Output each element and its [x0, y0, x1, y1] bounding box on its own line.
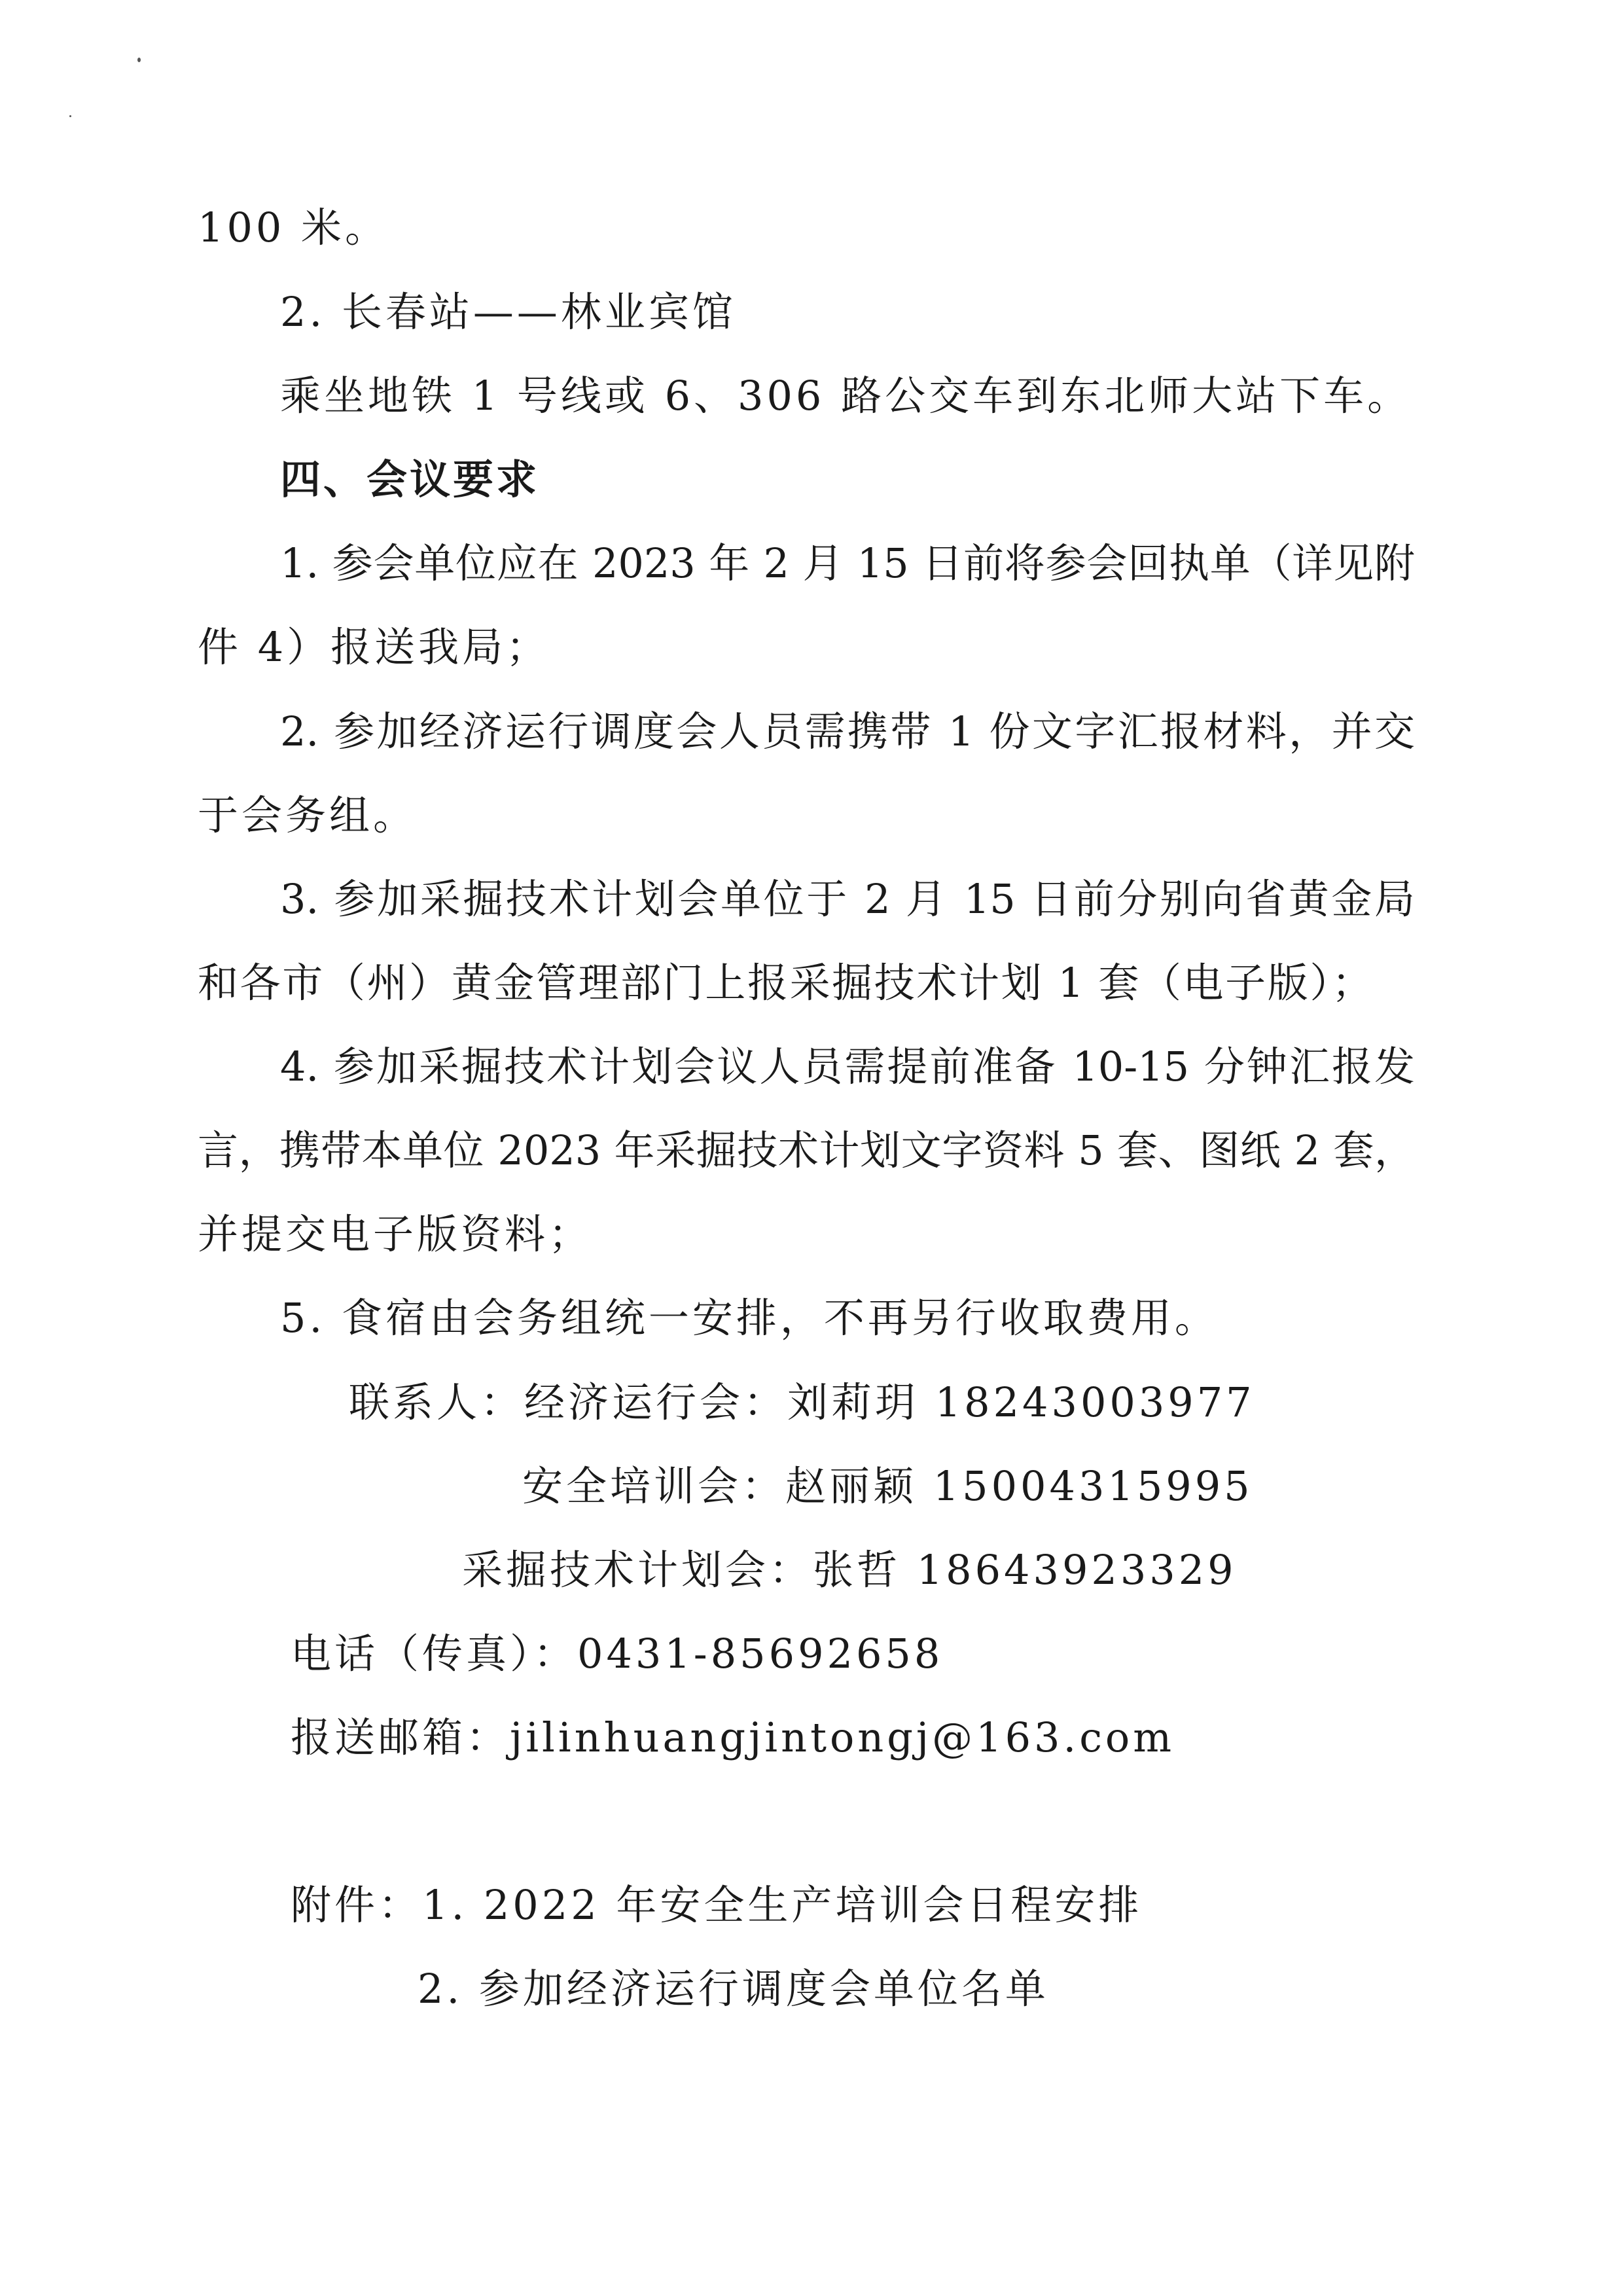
requirement-4-line-1: 4. 参加采掘技术计划会议人员需提前准备 10-15 分钟汇报发 — [280, 1043, 1415, 1090]
contact-economic: 联系人：经济运行会：刘莉玥 18243003977 — [349, 1378, 1255, 1426]
requirement-1-line-1: 1. 参会单位应在 2023 年 2 月 15 日前将参会回执单（详见附 — [280, 539, 1415, 587]
requirement-5-line-1: 5. 食宿由会务组统一安排，不再另行收取费用。 — [280, 1294, 1219, 1342]
contact-safety: 安全培训会：赵丽颖 15004315995 — [522, 1462, 1253, 1510]
requirement-4-line-2: 言，携带本单位 2023 年采掘技术计划文字资料 5 套、图纸 2 套， — [198, 1126, 1415, 1174]
section4-heading: 四、会议要求 — [280, 456, 540, 503]
contact-email: 报送邮箱：jilinhuangjintongj@163.com — [291, 1713, 1175, 1761]
requirement-2-line-1: 2. 参加经济运行调度会人员需携带 1 份文字汇报材料，并交 — [280, 708, 1415, 755]
contact-phone: 电话（传真）：0431-85692658 — [291, 1630, 944, 1677]
attachment-2: 2. 参加经济运行调度会单位名单 — [418, 1965, 1049, 2013]
requirement-3-line-1: 3. 参加采掘技术计划会单位于 2 月 15 日前分别向省黄金局 — [280, 875, 1415, 923]
requirement-1-line-2: 件 4）报送我局； — [198, 623, 550, 671]
requirement-3-line-2: 和各市（州）黄金管理部门上报采掘技术计划 1 套（电子版）； — [198, 959, 1372, 1007]
requirement-2-line-2: 于会务组。 — [198, 791, 418, 839]
route2-detail: 乘坐地铁 1 号线或 6、306 路公交车到东北师大站下车。 — [280, 372, 1412, 420]
contact-mining: 采掘技术计划会：张哲 18643923329 — [462, 1546, 1237, 1594]
route2-title: 2. 长春站——林业宾馆 — [280, 288, 736, 336]
continuation-text: 100 米。 — [198, 204, 389, 251]
attachment-1: 附件：1. 2022 年安全生产培训会日程安排 — [291, 1881, 1143, 1929]
requirement-4-line-3: 并提交电子版资料； — [198, 1210, 593, 1258]
scan-speck — [69, 115, 71, 117]
scan-speck — [137, 58, 141, 62]
